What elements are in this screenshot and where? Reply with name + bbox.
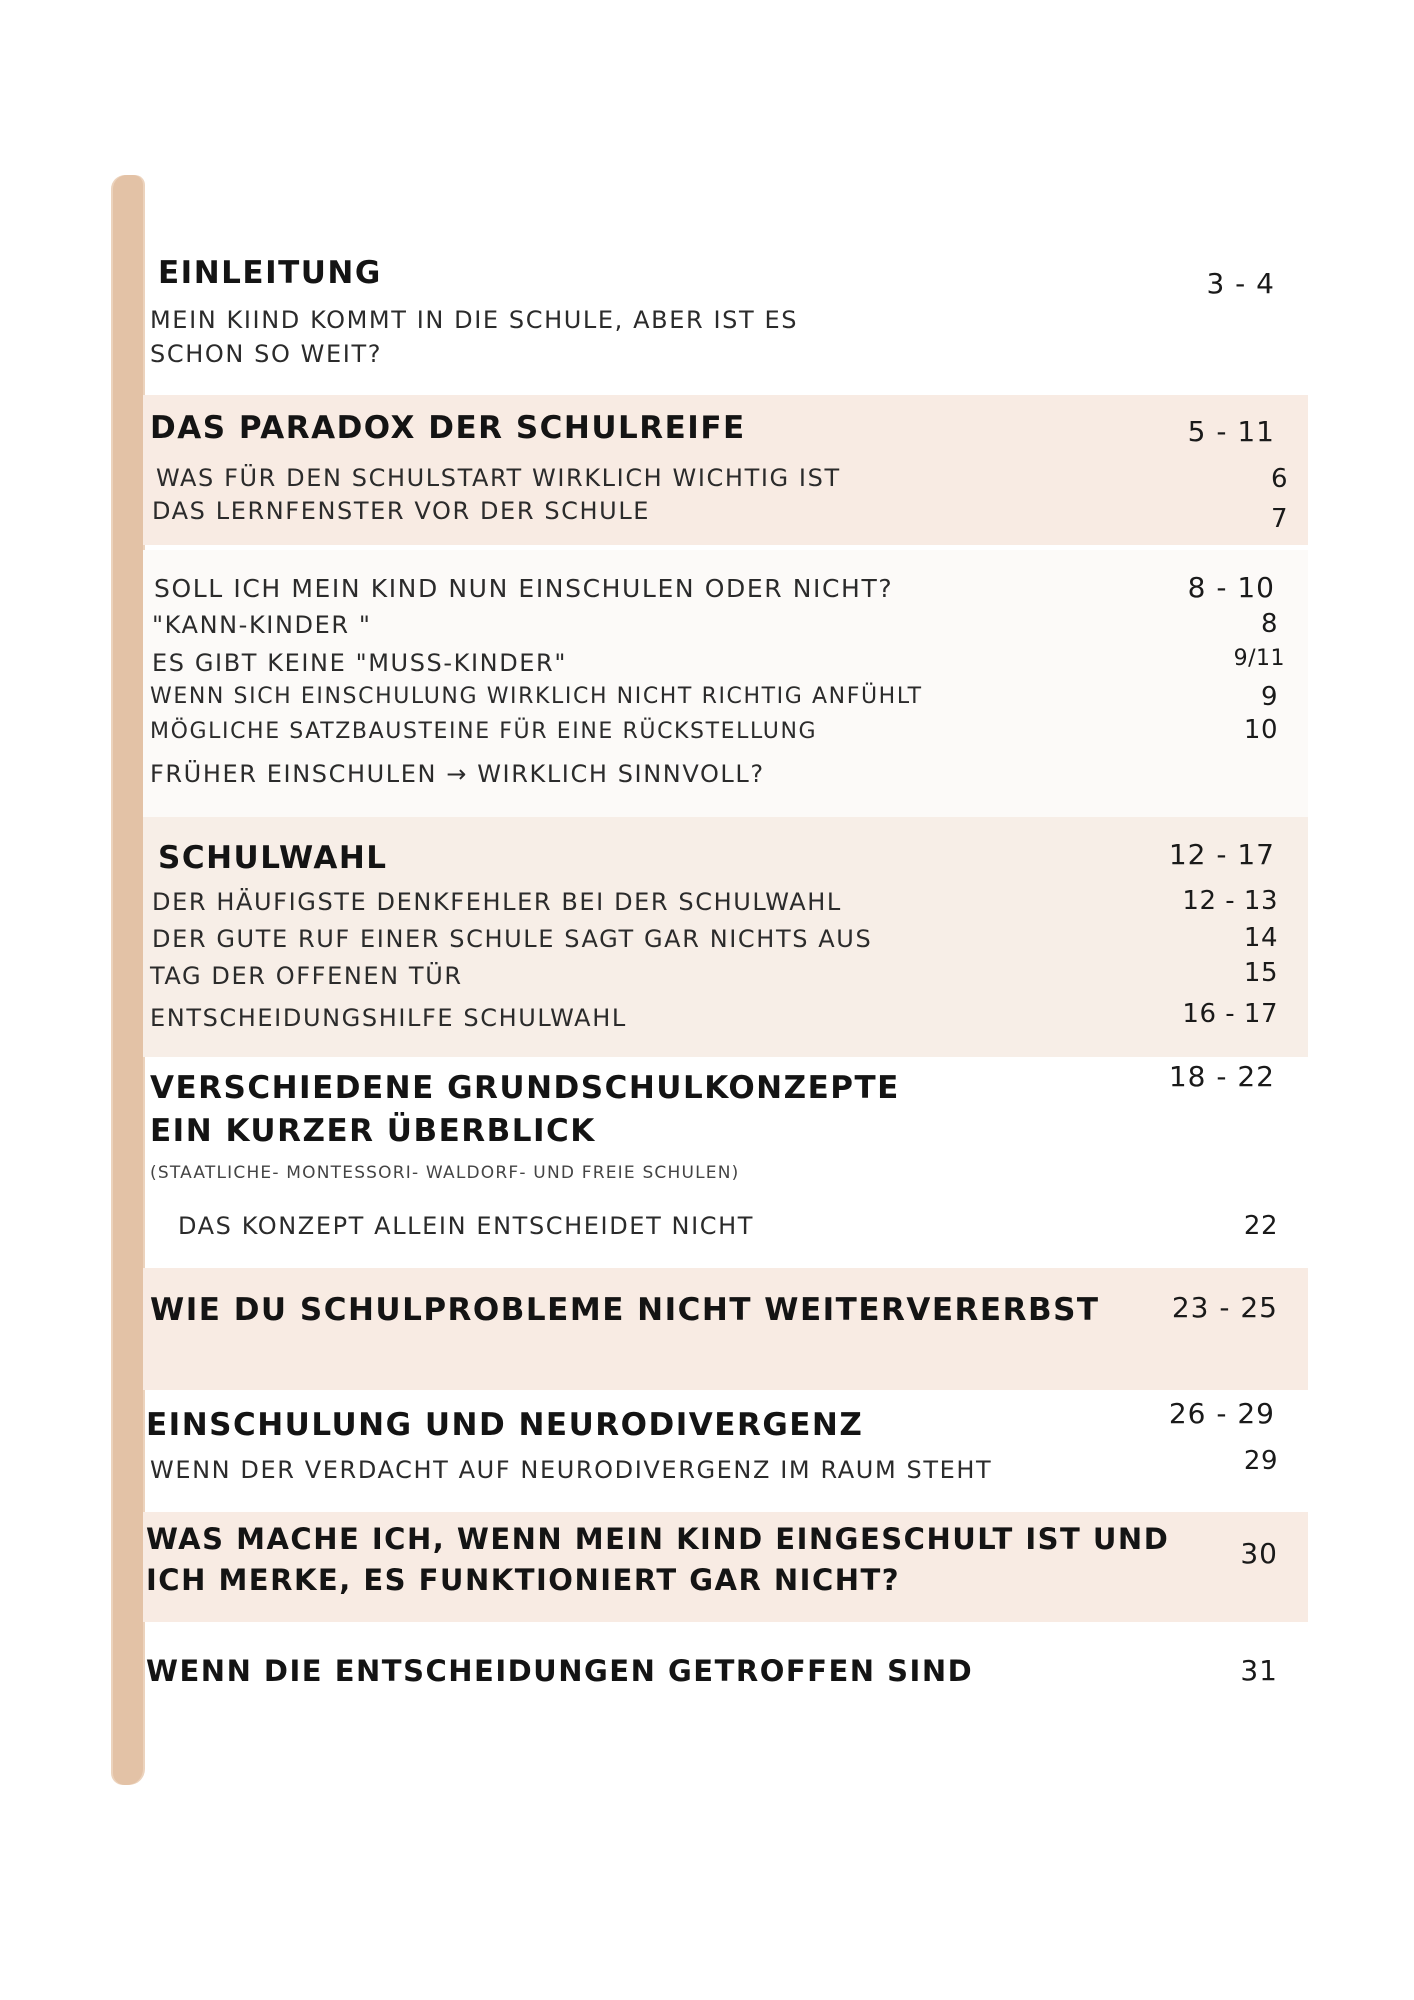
toc-entry-page: 10 xyxy=(1243,715,1278,745)
section-title-einschulen: SOLL ICH MEIN KIND NUN EINSCHULEN ODER NICHT? xyxy=(154,574,894,603)
toc-entry-page: 9 xyxy=(1260,682,1278,712)
toc-entry: DAS KONZEPT ALLEIN ENTSCHEIDET NICHT xyxy=(178,1212,755,1240)
section-pages: 8 - 10 xyxy=(1187,571,1275,604)
toc-entry: ES GIBT KEINE "MUSS-KINDER" xyxy=(152,649,567,677)
toc-entry-page: 29 xyxy=(1243,1446,1278,1476)
toc-entry: MÖGLICHE SATZBAUSTEINE FÜR EINE RÜCKSTELLUNG xyxy=(150,719,818,744)
section-title-schulwahl: SCHULWAHL xyxy=(158,840,388,876)
toc-entry-page: 7 xyxy=(1270,504,1288,534)
toc-entry-page: 16 - 17 xyxy=(1182,999,1278,1029)
brush-stroke-decoration xyxy=(113,175,143,1785)
section-pages: 3 - 4 xyxy=(1206,267,1275,300)
section-subtitle: MEIN KIIND KOMMT IN DIE SCHULE, ABER IST ES xyxy=(150,306,799,334)
toc-entry: FRÜHER EINSCHULEN → WIRKLICH SINNVOLL? xyxy=(150,760,765,788)
section-title-einleitung: EINLEITUNG xyxy=(158,255,382,291)
toc-entry-page: 22 xyxy=(1243,1211,1278,1241)
toc-entry-page: 12 - 13 xyxy=(1182,886,1278,916)
toc-entry: WENN SICH EINSCHULUNG WIRKLICH NICHT RICHTIG ANFÜHLT xyxy=(150,684,923,709)
toc-entry: WAS FÜR DEN SCHULSTART WIRKLICH WICHTIG IST xyxy=(156,464,841,492)
toc-entry-page: 9/11 xyxy=(1233,646,1285,671)
section-pages: 12 - 17 xyxy=(1168,838,1275,871)
section-subtitle: SCHON SO WEIT? xyxy=(150,340,383,368)
section-title-funktioniert-nicht: WAS MACHE ICH, WENN MEIN KIND EINGESCHULT IST UND xyxy=(146,1522,1170,1556)
toc-entry: TAG DER OFFENEN TÜR xyxy=(150,962,463,990)
section-pages: 18 - 22 xyxy=(1168,1060,1275,1093)
toc-entry-page: 15 xyxy=(1243,958,1278,988)
section-title-grundschulkonzepte: VERSCHIEDENE GRUNDSCHULKONZEPTE xyxy=(150,1070,900,1106)
toc-entry-page: 6 xyxy=(1270,464,1288,494)
toc-entry-page: 14 xyxy=(1243,923,1278,953)
toc-entry: WENN DER VERDACHT AUF NEURODIVERGENZ IM RAUM STEHT xyxy=(150,1456,993,1484)
toc-entry: DAS LERNFENSTER VOR DER SCHULE xyxy=(152,497,651,525)
section-band xyxy=(143,1268,1308,1390)
section-title-funktioniert-nicht: ICH MERKE, ES FUNKTIONIERT GAR NICHT? xyxy=(146,1563,901,1597)
section-title-paradox: DAS PARADOX DER SCHULREIFE xyxy=(150,410,746,446)
toc-entry: ENTSCHEIDUNGSHILFE SCHULWAHL xyxy=(150,1004,627,1032)
toc-entry: DER HÄUFIGSTE DENKFEHLER BEI DER SCHULWAHL xyxy=(152,888,842,916)
section-note: (STAATLICHE- MONTESSORI- WALDORF- UND FREIE SCHULEN) xyxy=(150,1163,740,1183)
section-pages: 5 - 11 xyxy=(1187,415,1275,448)
section-pages: 23 - 25 xyxy=(1171,1291,1278,1324)
section-title-neurodivergenz: EINSCHULUNG UND NEURODIVERGENZ xyxy=(146,1407,864,1443)
section-title-entscheidungen: WENN DIE ENTSCHEIDUNGEN GETROFFEN SIND xyxy=(146,1654,974,1688)
section-pages: 30 xyxy=(1240,1537,1278,1570)
section-title-grundschulkonzepte: EIN KURZER ÜBERBLICK xyxy=(150,1113,596,1149)
toc-entry: DER GUTE RUF EINER SCHULE SAGT GAR NICHTS AUS xyxy=(152,925,873,953)
section-title-schulprobleme: WIE DU SCHULPROBLEME NICHT WEITERVERERBST xyxy=(150,1292,1100,1328)
toc-entry: "KANN-KINDER " xyxy=(152,611,372,639)
toc-entry-page: 8 xyxy=(1260,609,1278,639)
section-pages: 31 xyxy=(1240,1654,1278,1687)
section-pages: 26 - 29 xyxy=(1168,1397,1275,1430)
